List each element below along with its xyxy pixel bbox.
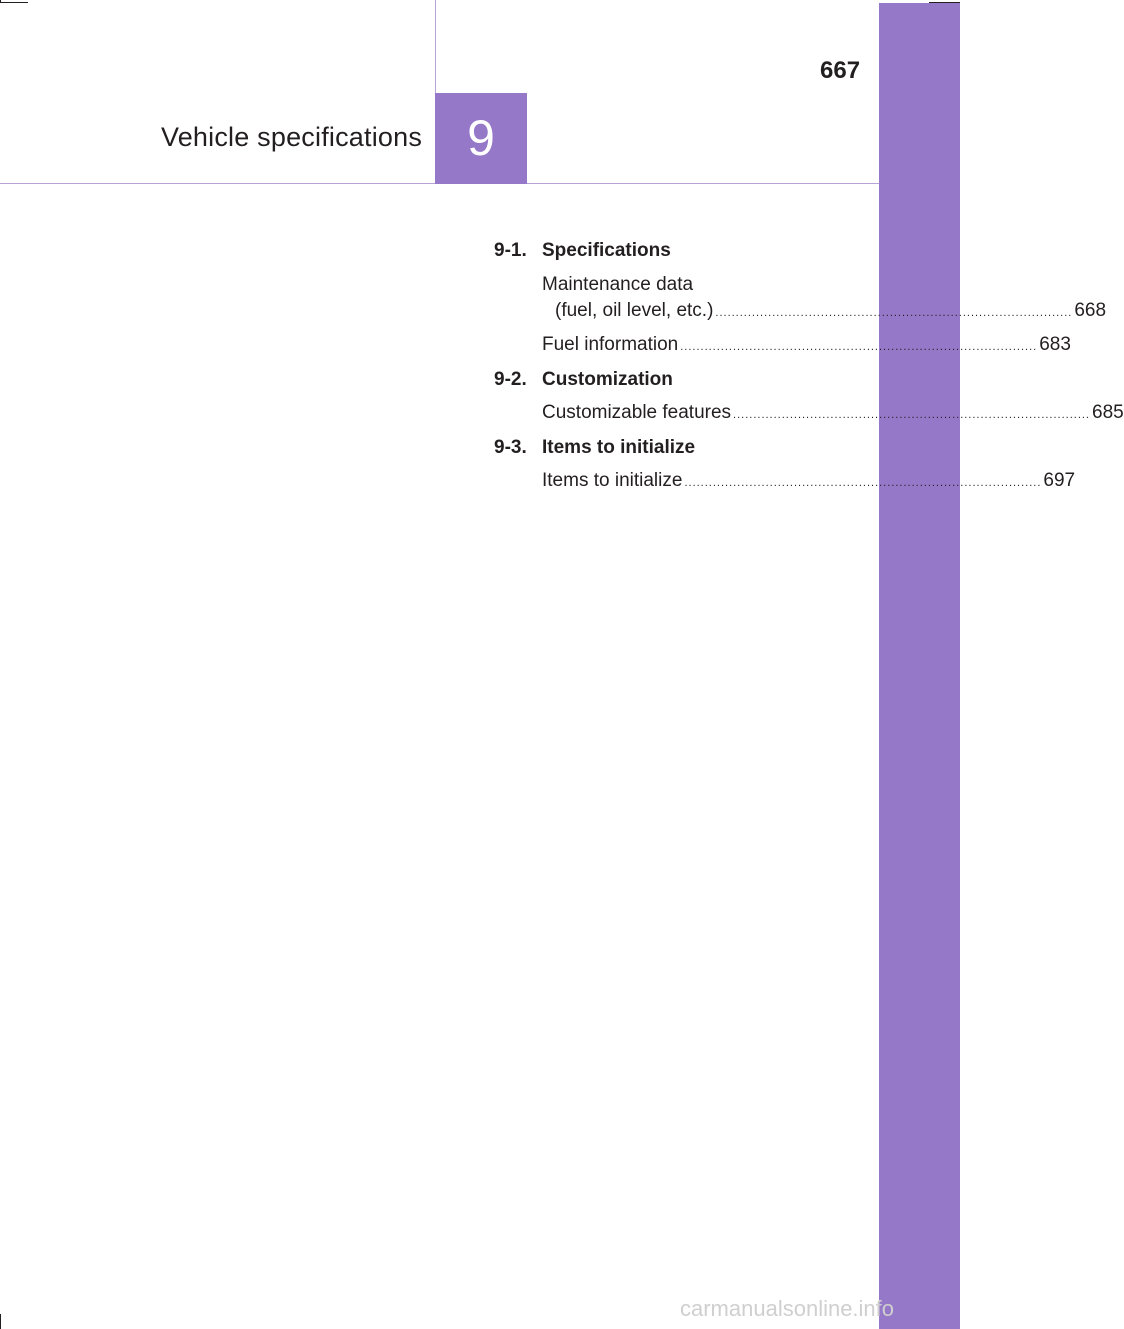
crop-mark-bottom-left (0, 1314, 1, 1329)
crop-mark-top-left-h (0, 2, 28, 3)
toc-entry-label: Items to initialize (542, 470, 683, 491)
toc-entry-label[interactable]: Maintenance data (542, 274, 694, 295)
toc-entry-page: 668 (1074, 300, 1107, 321)
toc-entry-label: (fuel, oil level, etc.) (555, 300, 714, 321)
toc-section-title[interactable]: Customization (542, 369, 673, 390)
chapter-title: Vehicle specifications (161, 122, 423, 152)
toc-entry[interactable] (542, 402, 1124, 424)
toc-section-title[interactable]: Specifications (542, 240, 671, 261)
toc-entry-page: 683 (1039, 334, 1071, 355)
toc-section-number: 9-1. (494, 240, 527, 261)
chapter-number-tab: 9 (435, 93, 527, 184)
leader-dots: ........................................................................................ (680, 341, 1038, 353)
page-number: 667 (820, 57, 861, 84)
toc-entry[interactable] (542, 470, 1076, 492)
toc-entry[interactable] (542, 334, 1071, 356)
leader-dots: ........................................................................................ (684, 477, 1042, 489)
toc-entry-page: 697 (1043, 470, 1076, 491)
toc-section-number: 9-3. (494, 437, 527, 458)
toc-entry[interactable] (542, 300, 1107, 322)
watermark: carmanualsonline.info (680, 1296, 895, 1321)
toc-section-number: 9-2. (494, 369, 527, 390)
toc-entry-page: 685 (1092, 402, 1124, 423)
header-divider (435, 0, 436, 94)
toc-section-title[interactable]: Items to initialize (542, 437, 696, 458)
toc-entry-label: Fuel information (542, 334, 679, 355)
leader-dots: ........................................................................................ (733, 409, 1090, 421)
chapter-side-tab (879, 3, 960, 1329)
leader-dots: ........................................................................................ (715, 307, 1073, 319)
toc-entry-label: Customizable features (542, 402, 732, 423)
